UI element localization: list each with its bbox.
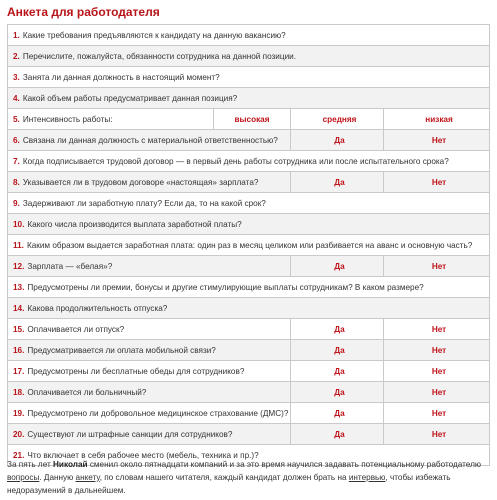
answer-yes[interactable]: Да [291, 361, 384, 382]
question-text: Перечислите, пожалуйста, обязанности сотрудника на данной позиции. [22, 51, 296, 61]
question-number: 1. [13, 30, 20, 40]
question-cell [8, 88, 490, 109]
question-row [8, 277, 490, 298]
question-text: Предусмотрено ли добровольное медицинское страхование (ДМС)? [27, 408, 289, 418]
question-number: 13. [13, 282, 25, 292]
answer-yes[interactable]: Да [291, 382, 384, 403]
answer-yes[interactable]: Да [291, 319, 384, 340]
intensity-split-cell [8, 109, 291, 130]
question-text: Предусматривается ли оплата мобильной связи? [27, 345, 216, 355]
answer-yes[interactable]: Да [291, 340, 384, 361]
question-row [8, 361, 490, 382]
answer-yes[interactable]: Да [291, 424, 384, 445]
question-number: 17. [13, 366, 25, 376]
question-row [8, 319, 490, 340]
question-row [8, 151, 490, 172]
question-text: Предусмотрены ли премии, бонусы и другие стимулирующие выплаты сотрудникам? В каком размере? [27, 282, 424, 292]
question-number: 11. [13, 240, 24, 250]
question-cell [8, 193, 490, 214]
question-number: 7. [13, 156, 20, 166]
answer-low[interactable]: низкая [384, 109, 490, 130]
question-cell [8, 277, 490, 298]
page-title: Анкета для работодателя [7, 5, 160, 19]
question-row [8, 88, 490, 109]
footer-part: сменил около пятнадцати компаний и за это время научился задавать потенциальному работодателю [87, 460, 481, 469]
question-row [8, 403, 490, 424]
answer-yes[interactable]: Да [291, 172, 384, 193]
question-number: 19. [13, 408, 25, 418]
question-text: Какой объем работы предусматривает данная позиция? [22, 93, 238, 103]
question-cell [8, 214, 490, 235]
answer-no[interactable]: Нет [384, 319, 490, 340]
question-text: Предусмотрены ли бесплатные обеды для сотрудников? [27, 366, 245, 376]
question-cell [8, 340, 291, 361]
answer-no[interactable]: Нет [384, 340, 490, 361]
question-cell [8, 382, 291, 403]
answer-no[interactable]: Нет [384, 403, 490, 424]
question-row [8, 46, 490, 67]
questionnaire-table [7, 24, 490, 466]
question-row [8, 382, 490, 403]
question-text: Оплачивается ли больничный? [27, 387, 147, 397]
question-number: 2. [13, 51, 20, 61]
answer-no[interactable]: Нет [384, 361, 490, 382]
answer-no[interactable]: Нет [384, 172, 490, 193]
question-text: Задерживают ли заработную плату? Если да, то на какой срок? [22, 198, 266, 208]
question-text: Занята ли данная должность в настоящий момент? [22, 72, 220, 82]
answer-no[interactable]: Нет [384, 424, 490, 445]
answer-no[interactable]: Нет [384, 256, 490, 277]
question-cell [8, 235, 490, 256]
question-row [8, 424, 490, 445]
answer-yes[interactable]: Да [291, 256, 384, 277]
footer-part: . Данную [39, 473, 76, 482]
answer-no[interactable]: Нет [384, 130, 490, 151]
footer-text [7, 458, 489, 497]
question-row [8, 25, 490, 46]
question-cell [8, 172, 291, 193]
question-cell [8, 25, 490, 46]
question-cell [8, 151, 490, 172]
question-cell [8, 67, 490, 88]
question-number: 12. [13, 261, 25, 271]
question-cell [8, 46, 490, 67]
question-text: Какого числа производится выплата заработной платы? [27, 219, 242, 229]
question-text: Каким образом выдается заработная плата: один раз в месяц целиком или разбивается на аванс и основную часть? [26, 240, 473, 250]
question-row [8, 67, 490, 88]
question-cell [8, 403, 291, 424]
question-row [8, 172, 490, 193]
question-number: 15. [13, 324, 25, 334]
question-cell [8, 361, 291, 382]
answer-high[interactable]: высокая [213, 109, 290, 129]
link-form[interactable]: анкету [75, 473, 100, 482]
question-row [8, 298, 490, 319]
question-text: Связана ли данная должность с материальной ответственностью? [22, 135, 278, 145]
question-number: 16. [13, 345, 25, 355]
question-text: Когда подписывается трудовой договор — в первый день работы сотрудника или после испытательного срока? [22, 156, 449, 166]
question-number: 8. [13, 177, 20, 187]
question-text: Оплачивается ли отпуск? [27, 324, 125, 334]
link-questions[interactable]: вопросы [7, 473, 40, 482]
question-number: 5. [13, 114, 20, 124]
question-number: 4. [13, 93, 20, 103]
question-cell [8, 424, 291, 445]
answer-medium[interactable]: средняя [291, 109, 384, 130]
question-cell [8, 319, 291, 340]
footer-part: , по словам нашего читателя, каждый кандидат должен брать на [99, 473, 349, 482]
author-name: Николай [53, 460, 88, 469]
question-number: 21. [13, 450, 25, 460]
question-text: Что включает в себя рабочее место (мебель, техника и пр.)? [27, 450, 259, 460]
question-number: 20. [13, 429, 25, 439]
question-number: 3. [13, 72, 20, 82]
question-text: Какие требования предъявляются к кандидату на данную вакансию? [22, 30, 286, 40]
question-row [8, 340, 490, 361]
question-row [8, 256, 490, 277]
question-text: Существуют ли штрафные санкции для сотрудников? [27, 429, 233, 439]
question-cell [8, 256, 291, 277]
question-number: 14. [13, 303, 25, 313]
question-number: 18. [13, 387, 25, 397]
question-number: 10. [13, 219, 25, 229]
link-interview[interactable]: интервью [348, 473, 386, 482]
question-text: Какова продолжительность отпуска? [27, 303, 168, 313]
question-row [8, 214, 490, 235]
question-cell [8, 298, 490, 319]
question-text: Интенсивность работы: [22, 114, 113, 124]
question-text: Указывается ли в трудовом договоре «настоящая» зарплата? [22, 177, 259, 187]
question-row [8, 130, 490, 151]
footer-part: , чтобы избежать недоразумений в дальнейшем. [7, 473, 451, 495]
question-number: 9. [13, 198, 20, 208]
answer-yes[interactable]: Да [291, 403, 384, 424]
question-number: 6. [13, 135, 20, 145]
questionnaire-body [8, 25, 490, 466]
question-row [8, 235, 490, 256]
question-cell [8, 130, 291, 151]
footer-part: За пять лет [7, 460, 54, 469]
question-text: Зарплата — «белая»? [27, 261, 113, 271]
question-row [8, 109, 490, 130]
answer-no[interactable]: Нет [384, 382, 490, 403]
answer-yes[interactable]: Да [291, 130, 384, 151]
question-row [8, 193, 490, 214]
